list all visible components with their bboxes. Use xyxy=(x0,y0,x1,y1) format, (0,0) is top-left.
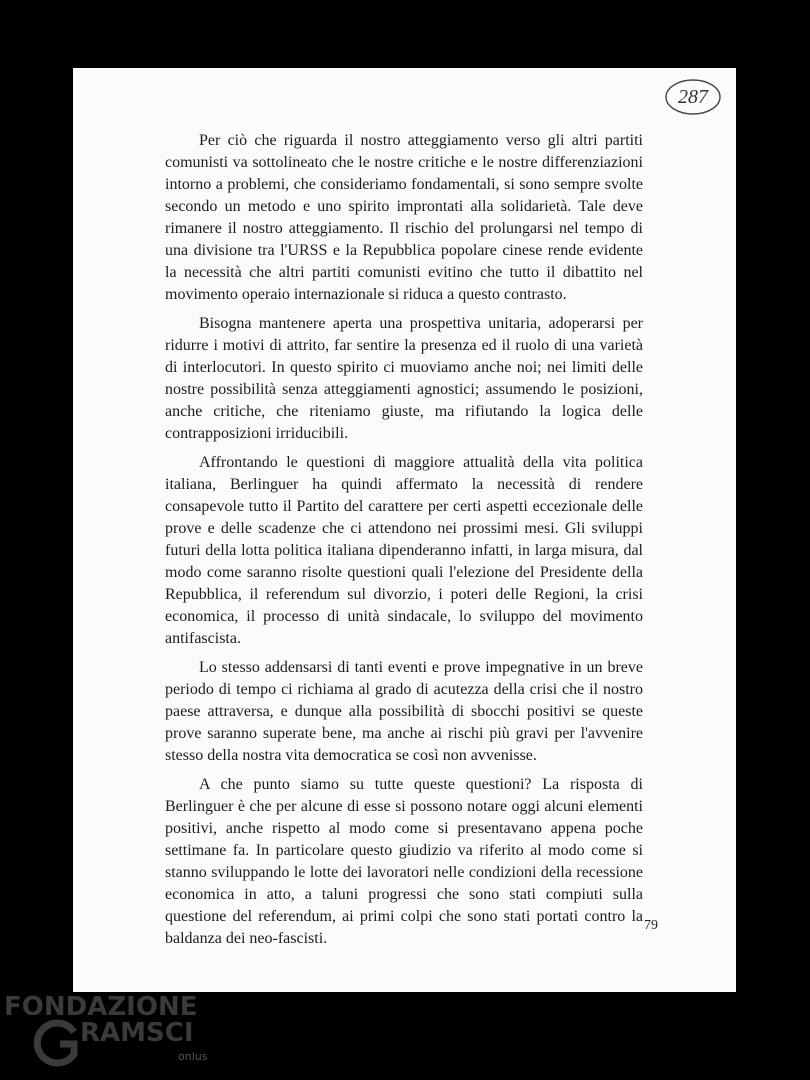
document-page xyxy=(73,68,736,992)
handwritten-page-annotation xyxy=(663,76,723,118)
handwritten-annotation-stroke xyxy=(663,76,723,118)
paragraph-3: Affrontando le questioni di maggiore attualità della vita politica italiana, Berlinguer ha quindi affermato la necessità di rendere consapevole tutto il Partito del carattere per certi aspetti eccezionale delle prove e delle scadenze che ci attendono nei prossimi mesi. Gli sviluppi futuri della lotta politica italiana dipenderanno infatti, in larga misura, dal modo come saranno risolte questioni quali l'elezione del Presidente della Repubblica, il referendum sul divorzio, i poteri delle Regioni, la crisi economica, il processo di unità sindacale, lo sviluppo del movimento antifascista. xyxy=(165,454,643,647)
paragraph-1: Per ciò che riguarda il nostro atteggiamento verso gli altri partiti comunisti va sottolineato che le nostre critiche e le nostre differenziazioni intorno a problemi, che consideriamo fondamentali, si sono sempre svolte secondo un metodo e uno spirito improntati alla solidarietà. Tale deve rimanere il nostro atteggiamento. Il rischio del prolungarsi nel tempo di una divisione tra l'URSS e la Repubblica popolare cinese rende evidente la necessità che altri partiti comunisti evitino che tutto il dibattito nel movimento operaio internazionale si riduca a questo contrasto. xyxy=(165,132,643,303)
logo-g-icon xyxy=(30,1018,80,1073)
body-text xyxy=(165,130,643,957)
fondazione-gramsci-logo xyxy=(0,990,220,1080)
paragraph-5: A che punto siamo su tutte queste questioni? La risposta di Berlinguer è che per alcune di esse si possono notare oggi alcuni elementi positivi, anche rispetto al modo come si presentavano appena poche settimane fa. In particolare questo giudizio va riferito al modo come si stanno sviluppando le lotte dei lavoratori nelle condizioni della recessione economica in atto, a taluni progressi che sono stati compiuti sulla questione del referendum, ai primi colpi che sono stati portati contro la baldanza dei neo-fascisti. xyxy=(165,776,643,947)
logo-line2: RAMSCI xyxy=(80,1018,194,1048)
annotation-number: 287 xyxy=(678,86,708,108)
logo-line1: FONDAZIONE xyxy=(4,992,198,1022)
page-number: 79 xyxy=(644,918,658,933)
paragraph-2: Bisogna mantenere aperta una prospettiva unitaria, adoperarsi per ridurre i motivi di attrito, far sentire la presenza ed il ruolo di una varietà di interlocutori. In questo spirito ci muoviamo anche noi; nei limiti delle nostre possibilità senza atteggiamenti agnostici; assumendo le posizioni, anche critiche, che riteniamo giuste, ma rifiutando la logica delle contrapposizioni irriducibili. xyxy=(165,315,643,442)
logo-subtitle: onlus xyxy=(178,1050,208,1063)
paragraph-4: Lo stesso addensarsi di tanti eventi e prove impegnative in un breve periodo di tempo ci richiama al grado di acutezza della crisi che il nostro paese attraversa, e dunque alla possibilità di sbocchi positivi se queste prove saranno superate bene, ma anche ai rischi più gravi per l'avvenire stesso della nostra vita democratica se così non avvenisse. xyxy=(165,659,643,764)
